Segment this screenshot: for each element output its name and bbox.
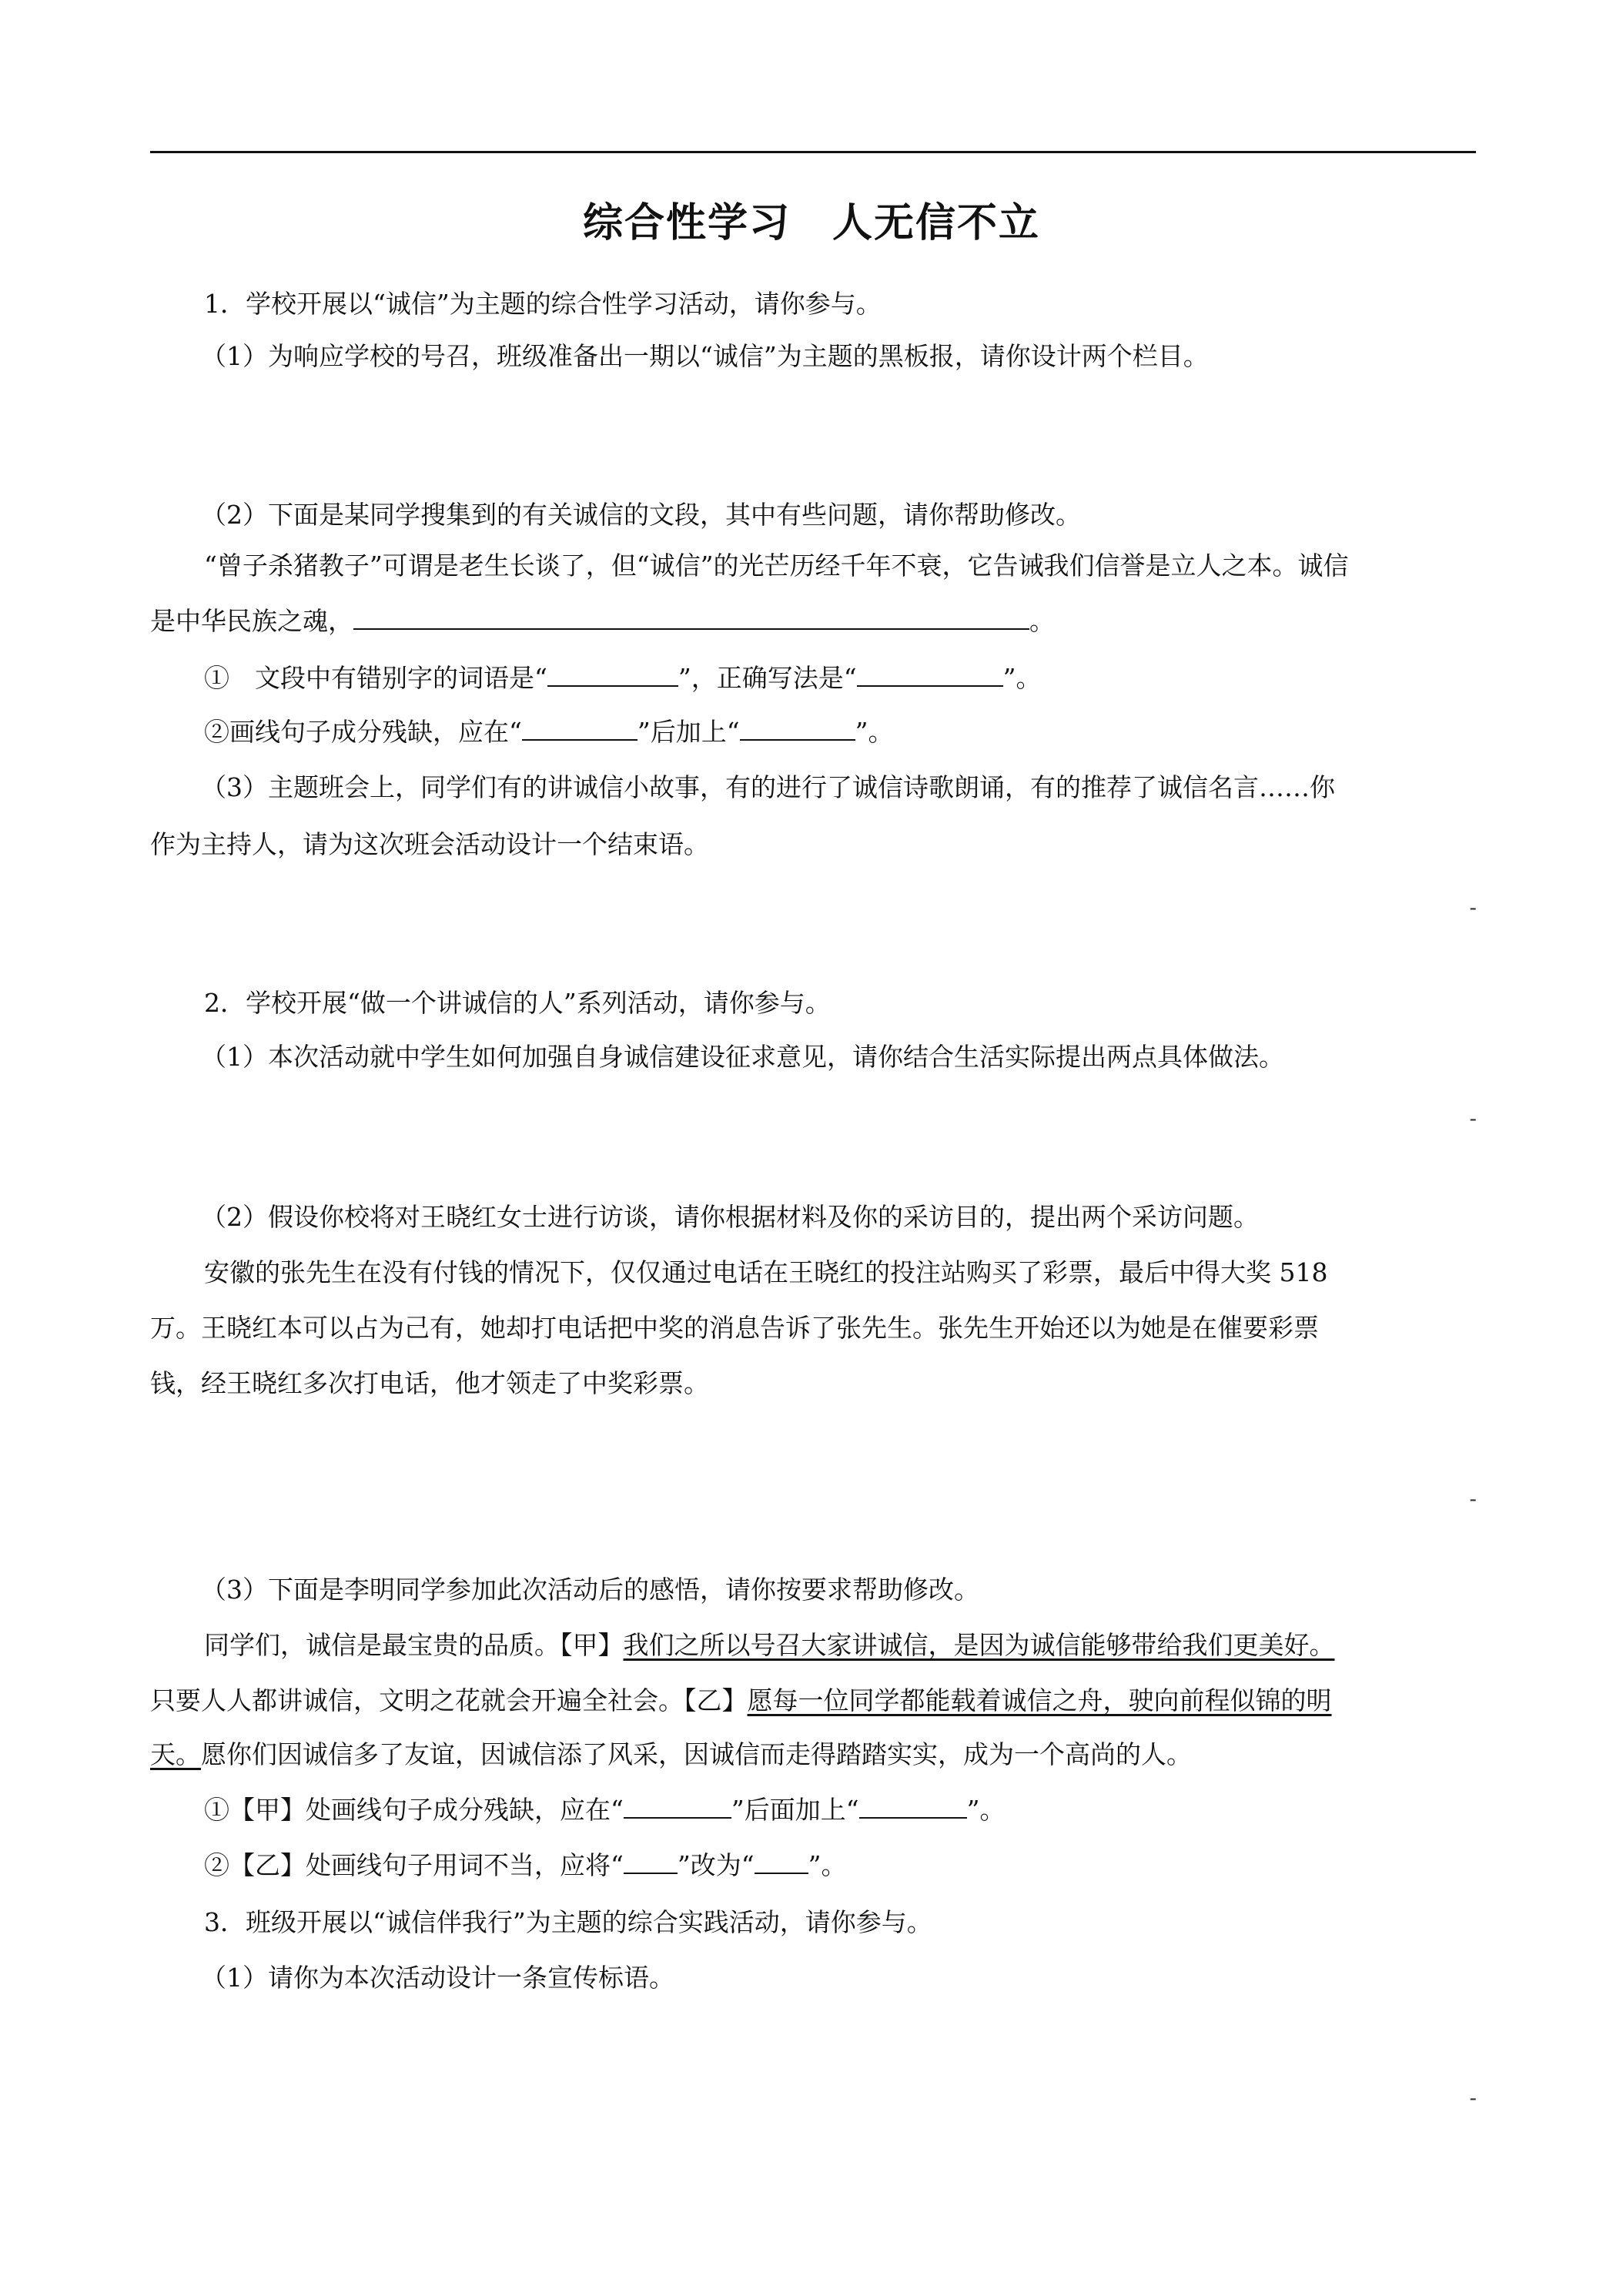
answer-blank[interactable] <box>740 716 855 741</box>
q1-passage-line1: “曾子杀猪教子”可谓是老生长谈了，但“诚信”的光芒历经千年不衰，它告诫我们信誉是立人之本。诚信 <box>204 551 1349 581</box>
q2-essay-line1: 同学们，诚信是最宝贵的品质。【甲】我们之所以号召大家讲诚信，是因为诚信能够带给我们更美好。 <box>204 1630 1335 1660</box>
q2-item2: ②【乙】处画线句子用词不当，应将“ ”改为“ ”。 <box>204 1850 847 1880</box>
q2-item1: ①【甲】处画线句子成分残缺，应在“ ”后面加上“ ”。 <box>204 1795 1006 1825</box>
answer-blank[interactable] <box>624 1849 678 1874</box>
q2-material-line1: 安徽的张先生在没有付钱的情况下，仅仅通过电话在王晓红的投注站购买了彩票，最后中得大奖 518 <box>204 1257 1328 1287</box>
q2-material-line2: 万。王晓红本可以占为己有，她却打电话把中奖的消息告诉了张先生。张先生开始还以为她是在催要彩票 <box>150 1313 1319 1343</box>
header-rule <box>150 151 1476 153</box>
answer-blank[interactable] <box>755 1849 808 1874</box>
q1-sub2: （2）下面是某同学搜集到的有关诚信的文段，其中有些问题，请你帮助修改。 <box>201 500 1081 530</box>
margin-mark: - <box>1469 1486 1477 1511</box>
q1-sub1: （1）为响应学校的号召，班级准备出一期以“诚信”为主题的黑板报，请你设计两个栏目。 <box>201 341 1209 371</box>
q2-sub2: （2）假设你校将对王晓红女士进行访谈，请你根据材料及你的采访目的，提出两个采访问题。 <box>201 1202 1259 1232</box>
answer-blank[interactable] <box>522 716 637 741</box>
q1-item2: ②画线句子成分残缺，应在“ ”后加上“ ”。 <box>204 717 894 747</box>
answer-blank[interactable] <box>547 662 678 687</box>
q3-sub1: （1）请你为本次活动设计一条宣传标语。 <box>201 1963 674 1993</box>
q2-sub1: （1）本次活动就中学生如何加强自身诚信建设征求意见，请你结合生活实际提出两点具体做法。 <box>201 1042 1284 1072</box>
answer-blank[interactable] <box>859 1794 967 1819</box>
q1-item1: ① 文段中有错别字的词语是“ ”，正确写法是“ ”。 <box>204 663 1042 693</box>
margin-mark: - <box>1469 1106 1477 1131</box>
page-title: 综合性学习 人无信不立 <box>582 200 1040 246</box>
underlined-sentence-jia: 我们之所以号召大家讲诚信，是因为诚信能够带给我们更美好。 <box>623 1630 1335 1660</box>
underlined-sentence-yi: 愿每一位同学都能载着诚信之舟，驶向前程似锦的明 <box>747 1685 1332 1715</box>
q3-stem: 3．班级开展以“诚信伴我行”为主题的综合实践活动，请你参与。 <box>204 1907 932 1937</box>
q2-sub3: （3）下面是李明同学参加此次活动后的感悟，请你按要求帮助修改。 <box>201 1575 979 1605</box>
answer-blank[interactable] <box>857 662 1003 687</box>
margin-mark: - <box>1469 2085 1477 2110</box>
margin-mark: - <box>1469 895 1477 920</box>
q2-stem: 2．学校开展“做一个讲诚信的人”系列活动，请你参与。 <box>204 988 831 1018</box>
answer-blank[interactable] <box>353 605 1029 630</box>
q2-material-line3: 钱，经王晓红多次打电话，他才领走了中奖彩票。 <box>150 1368 709 1398</box>
answer-blank[interactable] <box>624 1794 731 1819</box>
q1-sub3-line2: 作为主持人，请为这次班会活动设计一个结束语。 <box>150 829 709 859</box>
q1-stem: 1．学校开展以“诚信”为主题的综合性学习活动，请你参与。 <box>204 289 882 319</box>
q1-sub3-line1: （3）主题班会上，同学们有的讲诚信小故事，有的进行了诚信诗歌朗诵，有的推荐了诚信名言……你 <box>201 772 1335 802</box>
underlined-sentence-yi-end: 天。 <box>150 1739 201 1769</box>
q2-essay-line2: 只要人人都讲诚信，文明之花就会开遍全社会。【乙】愿每一位同学都能载着诚信之舟，驶向前程似锦的明 <box>150 1685 1332 1715</box>
q2-essay-line3: 天。愿你们因诚信多了友谊，因诚信添了风采，因诚信而走得踏踏实实，成为一个高尚的人。 <box>150 1739 1192 1769</box>
q1-passage-line2: 是中华民族之魂， 。 <box>150 606 1055 636</box>
